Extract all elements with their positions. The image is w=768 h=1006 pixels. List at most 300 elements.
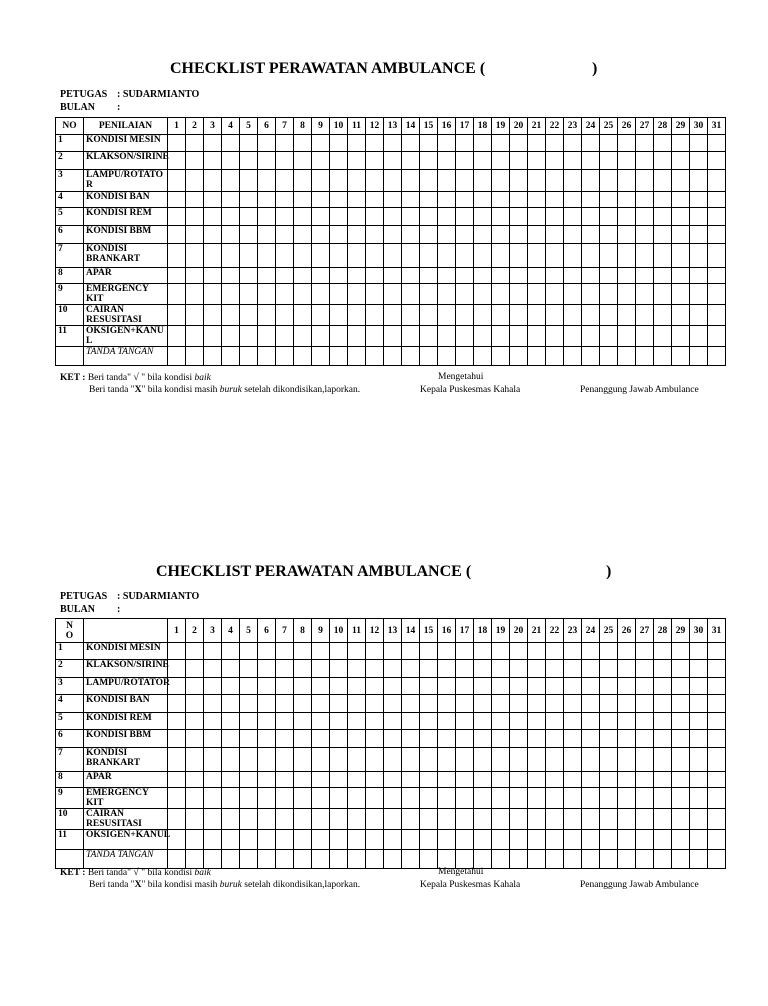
day-cell[interactable] <box>420 170 438 192</box>
day-cell[interactable] <box>582 830 600 850</box>
day-cell[interactable] <box>438 152 456 170</box>
day-cell[interactable] <box>438 135 456 152</box>
day-cell[interactable] <box>690 268 708 284</box>
day-cell[interactable] <box>492 226 510 244</box>
day-cell[interactable] <box>348 152 366 170</box>
day-cell[interactable] <box>510 830 528 850</box>
day-cell[interactable] <box>654 244 672 268</box>
day-cell[interactable] <box>348 326 366 347</box>
day-cell[interactable] <box>546 643 564 660</box>
day-cell[interactable] <box>402 268 420 284</box>
day-cell[interactable] <box>564 660 582 678</box>
day-cell[interactable] <box>546 772 564 788</box>
day-cell[interactable] <box>456 695 474 713</box>
day-cell[interactable] <box>492 268 510 284</box>
day-cell[interactable] <box>258 192 276 208</box>
day-cell[interactable] <box>708 788 726 809</box>
day-cell[interactable] <box>312 135 330 152</box>
day-cell[interactable] <box>600 730 618 748</box>
day-cell[interactable] <box>582 695 600 713</box>
day-cell[interactable] <box>312 678 330 695</box>
day-cell[interactable] <box>258 850 276 869</box>
day-cell[interactable] <box>222 772 240 788</box>
day-cell[interactable] <box>348 660 366 678</box>
day-cell[interactable] <box>708 170 726 192</box>
day-cell[interactable] <box>654 284 672 305</box>
day-cell[interactable] <box>258 284 276 305</box>
day-cell[interactable] <box>222 268 240 284</box>
day-cell[interactable] <box>492 326 510 347</box>
day-cell[interactable] <box>618 643 636 660</box>
day-cell[interactable] <box>222 643 240 660</box>
day-cell[interactable] <box>528 809 546 830</box>
day-cell[interactable] <box>456 643 474 660</box>
day-cell[interactable] <box>312 660 330 678</box>
day-cell[interactable] <box>546 730 564 748</box>
day-cell[interactable] <box>654 226 672 244</box>
day-cell[interactable] <box>186 135 204 152</box>
day-cell[interactable] <box>366 152 384 170</box>
day-cell[interactable] <box>384 772 402 788</box>
day-cell[interactable] <box>474 305 492 326</box>
day-cell[interactable] <box>294 244 312 268</box>
day-cell[interactable] <box>168 192 186 208</box>
day-cell[interactable] <box>312 850 330 869</box>
day-cell[interactable] <box>546 809 564 830</box>
day-cell[interactable] <box>294 284 312 305</box>
day-cell[interactable] <box>384 713 402 730</box>
day-cell[interactable] <box>384 347 402 366</box>
day-cell[interactable] <box>438 678 456 695</box>
day-cell[interactable] <box>330 284 348 305</box>
day-cell[interactable] <box>654 809 672 830</box>
day-cell[interactable] <box>402 772 420 788</box>
day-cell[interactable] <box>258 152 276 170</box>
day-cell[interactable] <box>546 135 564 152</box>
day-cell[interactable] <box>708 226 726 244</box>
day-cell[interactable] <box>456 772 474 788</box>
day-cell[interactable] <box>222 850 240 869</box>
day-cell[interactable] <box>474 713 492 730</box>
day-cell[interactable] <box>168 830 186 850</box>
day-cell[interactable] <box>564 713 582 730</box>
day-cell[interactable] <box>546 226 564 244</box>
day-cell[interactable] <box>384 152 402 170</box>
day-cell[interactable] <box>330 713 348 730</box>
day-cell[interactable] <box>420 660 438 678</box>
day-cell[interactable] <box>402 713 420 730</box>
day-cell[interactable] <box>366 643 384 660</box>
day-cell[interactable] <box>294 809 312 830</box>
day-cell[interactable] <box>222 152 240 170</box>
day-cell[interactable] <box>366 226 384 244</box>
day-cell[interactable] <box>186 170 204 192</box>
day-cell[interactable] <box>276 208 294 226</box>
day-cell[interactable] <box>636 643 654 660</box>
day-cell[interactable] <box>204 192 222 208</box>
day-cell[interactable] <box>348 809 366 830</box>
day-cell[interactable] <box>528 244 546 268</box>
day-cell[interactable] <box>330 678 348 695</box>
day-cell[interactable] <box>618 192 636 208</box>
day-cell[interactable] <box>690 170 708 192</box>
day-cell[interactable] <box>330 208 348 226</box>
day-cell[interactable] <box>222 244 240 268</box>
day-cell[interactable] <box>240 830 258 850</box>
day-cell[interactable] <box>636 326 654 347</box>
day-cell[interactable] <box>204 748 222 772</box>
day-cell[interactable] <box>204 208 222 226</box>
day-cell[interactable] <box>330 305 348 326</box>
day-cell[interactable] <box>240 192 258 208</box>
day-cell[interactable] <box>240 643 258 660</box>
day-cell[interactable] <box>186 284 204 305</box>
day-cell[interactable] <box>366 850 384 869</box>
day-cell[interactable] <box>222 170 240 192</box>
day-cell[interactable] <box>204 660 222 678</box>
day-cell[interactable] <box>402 695 420 713</box>
day-cell[interactable] <box>492 850 510 869</box>
day-cell[interactable] <box>510 244 528 268</box>
day-cell[interactable] <box>474 695 492 713</box>
day-cell[interactable] <box>456 226 474 244</box>
day-cell[interactable] <box>276 226 294 244</box>
day-cell[interactable] <box>456 135 474 152</box>
day-cell[interactable] <box>654 748 672 772</box>
day-cell[interactable] <box>204 326 222 347</box>
day-cell[interactable] <box>690 830 708 850</box>
day-cell[interactable] <box>456 830 474 850</box>
day-cell[interactable] <box>330 152 348 170</box>
day-cell[interactable] <box>708 305 726 326</box>
day-cell[interactable] <box>600 772 618 788</box>
day-cell[interactable] <box>384 244 402 268</box>
day-cell[interactable] <box>474 135 492 152</box>
day-cell[interactable] <box>474 208 492 226</box>
day-cell[interactable] <box>456 809 474 830</box>
day-cell[interactable] <box>168 695 186 713</box>
day-cell[interactable] <box>312 208 330 226</box>
day-cell[interactable] <box>690 326 708 347</box>
day-cell[interactable] <box>600 695 618 713</box>
day-cell[interactable] <box>168 850 186 869</box>
day-cell[interactable] <box>600 135 618 152</box>
day-cell[interactable] <box>564 347 582 366</box>
day-cell[interactable] <box>186 788 204 809</box>
day-cell[interactable] <box>528 830 546 850</box>
day-cell[interactable] <box>276 347 294 366</box>
day-cell[interactable] <box>582 748 600 772</box>
day-cell[interactable] <box>636 695 654 713</box>
day-cell[interactable] <box>708 730 726 748</box>
day-cell[interactable] <box>186 850 204 869</box>
day-cell[interactable] <box>564 152 582 170</box>
day-cell[interactable] <box>240 809 258 830</box>
day-cell[interactable] <box>438 830 456 850</box>
day-cell[interactable] <box>618 730 636 748</box>
day-cell[interactable] <box>474 268 492 284</box>
day-cell[interactable] <box>438 643 456 660</box>
day-cell[interactable] <box>276 730 294 748</box>
day-cell[interactable] <box>564 326 582 347</box>
day-cell[interactable] <box>510 713 528 730</box>
day-cell[interactable] <box>204 713 222 730</box>
day-cell[interactable] <box>690 226 708 244</box>
day-cell[interactable] <box>420 850 438 869</box>
day-cell[interactable] <box>636 830 654 850</box>
day-cell[interactable] <box>420 809 438 830</box>
day-cell[interactable] <box>528 226 546 244</box>
day-cell[interactable] <box>366 284 384 305</box>
day-cell[interactable] <box>384 192 402 208</box>
day-cell[interactable] <box>240 305 258 326</box>
day-cell[interactable] <box>294 695 312 713</box>
day-cell[interactable] <box>438 748 456 772</box>
day-cell[interactable] <box>186 244 204 268</box>
day-cell[interactable] <box>258 268 276 284</box>
day-cell[interactable] <box>600 643 618 660</box>
day-cell[interactable] <box>348 170 366 192</box>
day-cell[interactable] <box>186 208 204 226</box>
day-cell[interactable] <box>204 695 222 713</box>
day-cell[interactable] <box>438 772 456 788</box>
day-cell[interactable] <box>276 678 294 695</box>
day-cell[interactable] <box>258 788 276 809</box>
day-cell[interactable] <box>366 830 384 850</box>
day-cell[interactable] <box>420 748 438 772</box>
day-cell[interactable] <box>474 788 492 809</box>
day-cell[interactable] <box>690 713 708 730</box>
day-cell[interactable] <box>456 347 474 366</box>
day-cell[interactable] <box>636 788 654 809</box>
day-cell[interactable] <box>690 678 708 695</box>
day-cell[interactable] <box>492 208 510 226</box>
day-cell[interactable] <box>456 326 474 347</box>
day-cell[interactable] <box>186 268 204 284</box>
day-cell[interactable] <box>672 170 690 192</box>
day-cell[interactable] <box>582 643 600 660</box>
day-cell[interactable] <box>348 643 366 660</box>
day-cell[interactable] <box>168 135 186 152</box>
day-cell[interactable] <box>420 192 438 208</box>
day-cell[interactable] <box>636 284 654 305</box>
day-cell[interactable] <box>708 643 726 660</box>
day-cell[interactable] <box>384 748 402 772</box>
day-cell[interactable] <box>492 809 510 830</box>
day-cell[interactable] <box>654 788 672 809</box>
day-cell[interactable] <box>474 660 492 678</box>
day-cell[interactable] <box>654 170 672 192</box>
day-cell[interactable] <box>654 713 672 730</box>
day-cell[interactable] <box>186 678 204 695</box>
day-cell[interactable] <box>240 347 258 366</box>
day-cell[interactable] <box>330 850 348 869</box>
day-cell[interactable] <box>582 226 600 244</box>
day-cell[interactable] <box>204 643 222 660</box>
day-cell[interactable] <box>510 192 528 208</box>
day-cell[interactable] <box>240 850 258 869</box>
day-cell[interactable] <box>438 226 456 244</box>
day-cell[interactable] <box>528 713 546 730</box>
day-cell[interactable] <box>330 730 348 748</box>
day-cell[interactable] <box>474 643 492 660</box>
day-cell[interactable] <box>528 678 546 695</box>
day-cell[interactable] <box>348 226 366 244</box>
day-cell[interactable] <box>636 208 654 226</box>
day-cell[interactable] <box>618 772 636 788</box>
day-cell[interactable] <box>402 347 420 366</box>
day-cell[interactable] <box>294 850 312 869</box>
day-cell[interactable] <box>546 305 564 326</box>
day-cell[interactable] <box>186 748 204 772</box>
day-cell[interactable] <box>366 347 384 366</box>
day-cell[interactable] <box>258 713 276 730</box>
day-cell[interactable] <box>312 730 330 748</box>
day-cell[interactable] <box>564 788 582 809</box>
day-cell[interactable] <box>276 305 294 326</box>
day-cell[interactable] <box>528 643 546 660</box>
day-cell[interactable] <box>438 208 456 226</box>
day-cell[interactable] <box>474 809 492 830</box>
day-cell[interactable] <box>528 305 546 326</box>
day-cell[interactable] <box>222 347 240 366</box>
day-cell[interactable] <box>384 643 402 660</box>
day-cell[interactable] <box>438 244 456 268</box>
day-cell[interactable] <box>690 788 708 809</box>
day-cell[interactable] <box>528 695 546 713</box>
day-cell[interactable] <box>438 809 456 830</box>
day-cell[interactable] <box>222 830 240 850</box>
day-cell[interactable] <box>618 244 636 268</box>
day-cell[interactable] <box>474 226 492 244</box>
day-cell[interactable] <box>528 268 546 284</box>
day-cell[interactable] <box>510 152 528 170</box>
day-cell[interactable] <box>636 347 654 366</box>
day-cell[interactable] <box>168 660 186 678</box>
day-cell[interactable] <box>546 830 564 850</box>
day-cell[interactable] <box>384 326 402 347</box>
day-cell[interactable] <box>546 660 564 678</box>
day-cell[interactable] <box>564 244 582 268</box>
day-cell[interactable] <box>384 135 402 152</box>
day-cell[interactable] <box>672 809 690 830</box>
day-cell[interactable] <box>510 809 528 830</box>
day-cell[interactable] <box>654 772 672 788</box>
day-cell[interactable] <box>330 347 348 366</box>
day-cell[interactable] <box>654 830 672 850</box>
day-cell[interactable] <box>690 850 708 869</box>
day-cell[interactable] <box>690 772 708 788</box>
day-cell[interactable] <box>420 135 438 152</box>
day-cell[interactable] <box>546 284 564 305</box>
day-cell[interactable] <box>582 347 600 366</box>
day-cell[interactable] <box>492 660 510 678</box>
day-cell[interactable] <box>708 326 726 347</box>
day-cell[interactable] <box>366 695 384 713</box>
day-cell[interactable] <box>402 152 420 170</box>
day-cell[interactable] <box>258 643 276 660</box>
day-cell[interactable] <box>654 326 672 347</box>
day-cell[interactable] <box>438 730 456 748</box>
day-cell[interactable] <box>258 208 276 226</box>
day-cell[interactable] <box>384 268 402 284</box>
day-cell[interactable] <box>348 284 366 305</box>
day-cell[interactable] <box>690 809 708 830</box>
day-cell[interactable] <box>348 850 366 869</box>
day-cell[interactable] <box>204 772 222 788</box>
day-cell[interactable] <box>294 788 312 809</box>
day-cell[interactable] <box>204 305 222 326</box>
day-cell[interactable] <box>438 660 456 678</box>
day-cell[interactable] <box>294 730 312 748</box>
day-cell[interactable] <box>258 678 276 695</box>
day-cell[interactable] <box>510 208 528 226</box>
day-cell[interactable] <box>672 135 690 152</box>
day-cell[interactable] <box>474 152 492 170</box>
day-cell[interactable] <box>564 809 582 830</box>
day-cell[interactable] <box>654 268 672 284</box>
day-cell[interactable] <box>276 284 294 305</box>
day-cell[interactable] <box>492 152 510 170</box>
day-cell[interactable] <box>618 226 636 244</box>
day-cell[interactable] <box>168 788 186 809</box>
day-cell[interactable] <box>384 226 402 244</box>
day-cell[interactable] <box>708 135 726 152</box>
day-cell[interactable] <box>528 850 546 869</box>
day-cell[interactable] <box>582 170 600 192</box>
day-cell[interactable] <box>276 660 294 678</box>
day-cell[interactable] <box>618 135 636 152</box>
day-cell[interactable] <box>222 284 240 305</box>
day-cell[interactable] <box>690 660 708 678</box>
day-cell[interactable] <box>654 695 672 713</box>
day-cell[interactable] <box>492 170 510 192</box>
day-cell[interactable] <box>366 192 384 208</box>
day-cell[interactable] <box>402 284 420 305</box>
day-cell[interactable] <box>168 713 186 730</box>
day-cell[interactable] <box>708 152 726 170</box>
day-cell[interactable] <box>294 170 312 192</box>
day-cell[interactable] <box>528 284 546 305</box>
day-cell[interactable] <box>582 268 600 284</box>
day-cell[interactable] <box>312 226 330 244</box>
day-cell[interactable] <box>600 244 618 268</box>
day-cell[interactable] <box>294 135 312 152</box>
day-cell[interactable] <box>438 305 456 326</box>
day-cell[interactable] <box>348 208 366 226</box>
day-cell[interactable] <box>672 850 690 869</box>
day-cell[interactable] <box>672 305 690 326</box>
day-cell[interactable] <box>402 830 420 850</box>
day-cell[interactable] <box>510 788 528 809</box>
day-cell[interactable] <box>366 713 384 730</box>
day-cell[interactable] <box>618 284 636 305</box>
day-cell[interactable] <box>636 678 654 695</box>
day-cell[interactable] <box>204 284 222 305</box>
day-cell[interactable] <box>600 284 618 305</box>
day-cell[interactable] <box>222 809 240 830</box>
day-cell[interactable] <box>672 643 690 660</box>
day-cell[interactable] <box>186 326 204 347</box>
day-cell[interactable] <box>636 244 654 268</box>
day-cell[interactable] <box>294 305 312 326</box>
day-cell[interactable] <box>474 772 492 788</box>
day-cell[interactable] <box>402 135 420 152</box>
day-cell[interactable] <box>510 695 528 713</box>
day-cell[interactable] <box>330 772 348 788</box>
day-cell[interactable] <box>186 660 204 678</box>
day-cell[interactable] <box>276 772 294 788</box>
